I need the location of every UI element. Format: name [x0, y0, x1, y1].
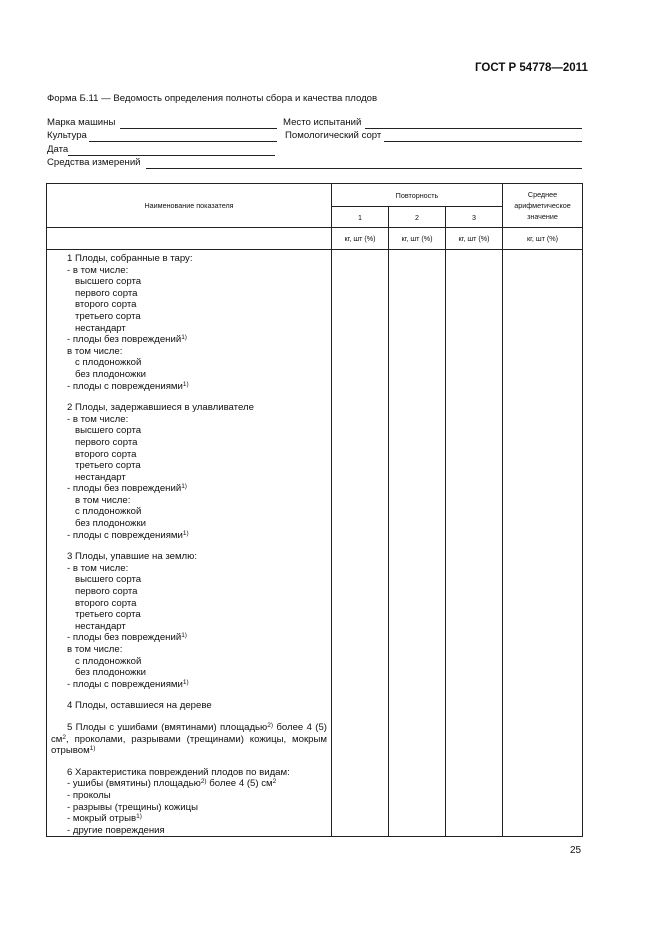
field-line-culture[interactable] — [89, 141, 277, 142]
unit-cell-rep-3: кг, шт (%) — [446, 228, 503, 250]
field-label-culture: Культура — [47, 130, 87, 141]
section-3-undamaged: - плоды без повреждений$^{1)}$ — [67, 632, 187, 644]
field-label-test-site: Место испытаний — [283, 117, 362, 128]
header-rep-1: 1 — [332, 207, 389, 228]
section-6-wet: - мокрый отрыв$^{1)}$ — [67, 813, 142, 825]
section-3-title: 3 Плоды, упавшие на землю: — [67, 551, 198, 563]
section-2-stem: с плодоножкой — [75, 506, 142, 518]
section-3 — [67, 551, 327, 690]
section-2-grade: третьего сорта — [75, 460, 141, 472]
value-cell-rep-2[interactable] — [389, 250, 446, 837]
section-3-grade: третьего сорта — [75, 609, 141, 621]
footnote-ref: 1) — [182, 678, 189, 686]
section-3-damaged: - плоды с повреждениями$^{1)}$ — [67, 678, 189, 690]
section-6 — [67, 767, 327, 837]
section-1-grade: первого сорта — [75, 287, 138, 299]
field-label-pomological-variety: Помологический сорт — [285, 130, 382, 141]
field-line-test-site[interactable] — [365, 128, 582, 129]
value-cell-rep-3[interactable] — [446, 250, 503, 837]
section-3-incl2: в том числе: — [67, 644, 123, 655]
footnote-ref: 1) — [181, 483, 187, 491]
section-2-grade: второго сорта — [75, 448, 137, 460]
section-1-grade: третьего сорта — [75, 310, 141, 322]
section-1-damaged: - плоды с повреждениями$^{1)}$ — [67, 380, 189, 392]
section-2-incl2: в том числе: — [75, 494, 131, 506]
footnote-ref: 1) — [181, 632, 187, 640]
section-2-grade: высшего сорта — [75, 425, 142, 437]
section-1-grade: высшего сорта — [75, 276, 142, 288]
field-label-date: Дата — [47, 144, 69, 155]
header-average: Среднее арифметическое значение — [503, 184, 583, 228]
standard-number: ГОСТ Р 54778—2011 — [475, 62, 588, 74]
section-3-stem: с плодоножкой — [75, 655, 142, 667]
header-repetition: Повторность — [332, 184, 503, 207]
section-6-punctures: - проколы — [67, 789, 111, 801]
section-6-other: - другие повреждения — [67, 824, 165, 836]
unit-cell-average: кг, шт (%) — [503, 228, 583, 250]
field-line-date[interactable] — [68, 155, 275, 156]
section-1-incl: - в том числе: — [67, 264, 129, 276]
section-4 — [67, 700, 327, 712]
field-line-pomological-variety[interactable] — [384, 141, 582, 142]
section-4-title: 4 Плоды, оставшиеся на дереве — [67, 700, 212, 712]
page-number: 25 — [570, 845, 582, 856]
section-5: 5 Плоды с ушибами (вмятинами) площадью$^{2)}$ более 4 (5) $см^2$, проколами, разрывами (трещинами) кожицы, мокрым отрывом$^{1)}$ — [51, 721, 327, 757]
footnote-ref: 1) — [182, 380, 189, 388]
section-1 — [67, 253, 327, 392]
section-6-bruises: - ушибы (вмятины) площадью$^{2)}$ более 4 (5) $см^2$ — [67, 778, 277, 790]
unit-cell-rep-1: кг, шт (%) — [332, 228, 389, 250]
section-1-stem: без плодоножки — [75, 368, 147, 380]
section-1-incl2: в том числе: — [67, 345, 123, 357]
section-3-grade: первого сорта — [75, 586, 138, 598]
section-3-grade: высшего сорта — [75, 574, 142, 586]
section-2-title: 2 Плоды, задержавшиеся в улавливателе — [67, 402, 254, 414]
section-6-title: 6 Характеристика повреждений плодов по видам: — [67, 766, 290, 778]
section-2-stem: без плодоножки — [75, 518, 147, 530]
field-line-machine-brand[interactable] — [120, 128, 277, 129]
footnote-ref: 1) — [182, 529, 189, 537]
field-line-measurement-tools[interactable] — [146, 168, 582, 169]
header-rep-2: 2 — [389, 207, 446, 228]
footnote-ref: 1) — [181, 334, 187, 342]
section-6-tears: - разрывы (трещины) кожицы — [67, 801, 198, 813]
section-2-grade: первого сорта — [75, 436, 138, 448]
section-2-undamaged: - плоды без повреждений$^{1)}$ — [67, 483, 187, 495]
form-title: Форма Б.11 — Ведомость определения полноты сбора и качества плодов — [47, 93, 378, 104]
section-3-grade: второго сорта — [75, 597, 137, 609]
section-1-title: 1 Плоды, собранные в тару: — [67, 253, 193, 264]
indicator-list — [47, 250, 332, 837]
value-cell-average[interactable] — [503, 250, 583, 837]
header-rep-3: 3 — [446, 207, 503, 228]
section-2 — [67, 402, 327, 541]
field-label-measurement-tools: Средства измерений — [47, 157, 141, 168]
field-label-machine-brand: Марка машины — [47, 117, 116, 128]
section-1-grade: нестандарт — [75, 322, 126, 334]
section-3-grade: нестандарт — [75, 620, 126, 632]
section-2-grade: нестандарт — [75, 471, 126, 483]
section-1-grade: второго сорта — [75, 299, 137, 311]
section-3-stem: без плодоножки — [75, 667, 147, 679]
value-cell-rep-1[interactable] — [332, 250, 389, 837]
unit-cell-rep-2: кг, шт (%) — [389, 228, 446, 250]
section-1-stem: с плодоножкой — [75, 357, 142, 369]
section-3-incl: - в том числе: — [67, 562, 129, 574]
section-1-undamaged: - плоды без повреждений$^{1)}$ — [67, 334, 187, 346]
section-2-damaged: - плоды с повреждениями$^{1)}$ — [67, 529, 189, 541]
unit-cell-indicator — [47, 228, 332, 250]
fruit-quality-table — [46, 183, 583, 837]
header-indicator: Наименование показателя — [47, 184, 332, 228]
section-2-incl: - в том числе: — [67, 413, 129, 425]
